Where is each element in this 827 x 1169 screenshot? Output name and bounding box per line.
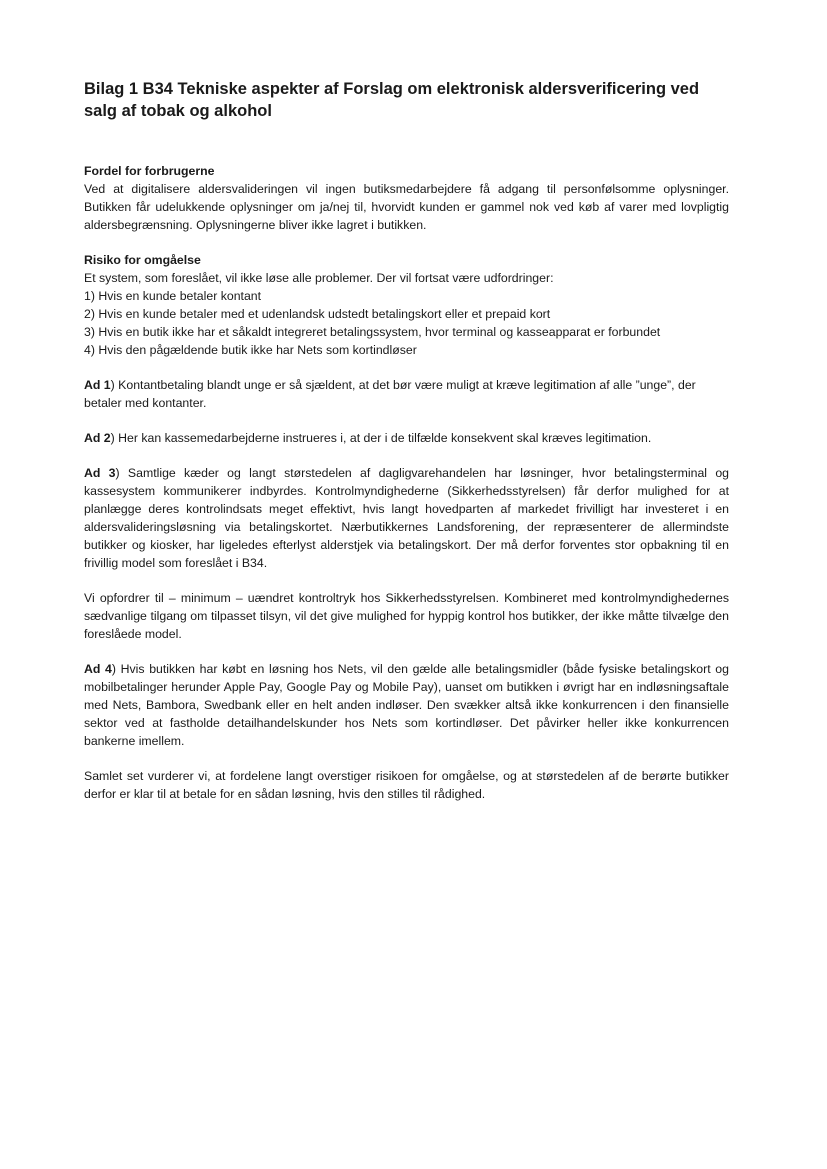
opfordring-text: Vi opfordrer til – minimum – uændret kontroltryk hos Sikkerhedsstyrelsen. Kombineret med kontrolmyndighedernes sædvanlige tilgang om tilpasset tilsyn, vil det give mulighed for hyppig kontrol hos butikker, der ikke måtte tilvælge den foreslåede model. — [84, 591, 729, 641]
section-ad4 — [84, 660, 729, 750]
section-samlet — [84, 767, 729, 803]
risiko-list — [84, 287, 729, 359]
ad1-label: Ad 1 — [84, 378, 111, 392]
section-opfordring — [84, 589, 729, 643]
ad3-text: ) Samtlige kæder og langt størstedelen af dagligvarehandelen har løsninger, hvor betalingsterminal og kassesystem kommunikerer indbyrdes. Kontrolmyndighederne (Sikkerhedsstyrelsen) får derfor mulighed for at planlægge deres kontrolindsats meget effektivt, hvis langt hovedparten af markedet frivilligt har investeret i en aldersvalideringsløsning via betalingskortet. Nærbutikkernes Landsforening, der repræsenterer de allermindste butikker og kiosker, har ligeledes efterlyst alderstjek via betalingskort. Der må derfor forventes stor opbakning til en frivillig model som foreslået i B34. — [84, 466, 730, 570]
document-title: Bilag 1 B34 Tekniske aspekter af Forslag om elektronisk aldersverificering ved salg af tobak og alkohol — [84, 80, 700, 120]
ad2-paragraph — [84, 429, 729, 447]
section-risiko — [84, 251, 729, 359]
list-item: 2) Hvis en kunde betaler med et udenlandsk udstedt betalingskort eller et prepaid kort — [84, 307, 551, 321]
risiko-intro: Et system, som foreslået, vil ikke løse alle problemer. Der vil fortsat være udfordringer: — [84, 271, 554, 285]
ad4-paragraph — [84, 660, 729, 750]
ad1-paragraph — [84, 376, 729, 412]
section-fordel — [84, 162, 729, 234]
ad1-text: ) Kontantbetaling blandt unge er så sjældent, at det bør være muligt at kræve legitimation af alle ”unge”, der betaler med kontanter. — [84, 378, 696, 410]
fordel-text: Ved at digitalisere aldersvalideringen vil ingen butiksmedarbejdere få adgang til personfølsomme oplysninger. Butikken får udelukkende oplysninger om ja/nej til, hvorvidt kunden er gammel nok ved køb af varer med lovpligtig aldersbegrænsning. Oplysningerne bliver ikke lagret i butikken. — [84, 182, 729, 232]
samlet-text: Samlet set vurderer vi, at fordelene langt overstiger risikoen for omgåelse, og at størstedelen af de berørte butikker derfor er klar til at betale for en sådan løsning, hvis den stilles til rådighed. — [84, 769, 729, 801]
section-ad3 — [84, 464, 729, 572]
ad3-label: Ad 3 — [84, 466, 116, 480]
section-heading-risiko: Risiko for omgåelse — [84, 253, 201, 267]
list-item: 1) Hvis en kunde betaler kontant — [84, 289, 262, 303]
ad2-text: ) Her kan kassemedarbejderne instrueres i, at der i de tilfælde konsekvent skal kræves legitimation. — [110, 431, 652, 445]
document-page — [84, 78, 729, 820]
ad4-text: ) Hvis butikken har købt en løsning hos Nets, vil den gælde alle betalingsmidler (både fysiske betalingskort og mobilbetalinger herunder Apple Pay, Google Pay og Mobile Pay), uanset om butikken i øvrigt har en indløsningsaftale med Nets, Bambora, Swedbank eller en helt anden indløser. Den svækker altså ikke konkurrencen i den finansielle sektor ved at fastholde detailhandelskunder hos Nets som kortindløser. Det påvirker heller ikke konkurrencen bankerne imellem. — [84, 662, 729, 748]
list-item: 4) Hvis den pågældende butik ikke har Nets som kortindløser — [84, 343, 417, 357]
ad4-label: Ad 4 — [84, 662, 112, 676]
ad2-label: Ad 2 — [84, 431, 111, 445]
list-item: 3) Hvis en butik ikke har et såkaldt integreret betalingssystem, hvor terminal og kasseapparat er forbundet — [84, 325, 661, 339]
section-ad2 — [84, 429, 729, 447]
section-ad1 — [84, 376, 729, 412]
ad3-paragraph — [84, 464, 729, 572]
section-heading-fordel: Fordel for forbrugerne — [84, 164, 215, 178]
